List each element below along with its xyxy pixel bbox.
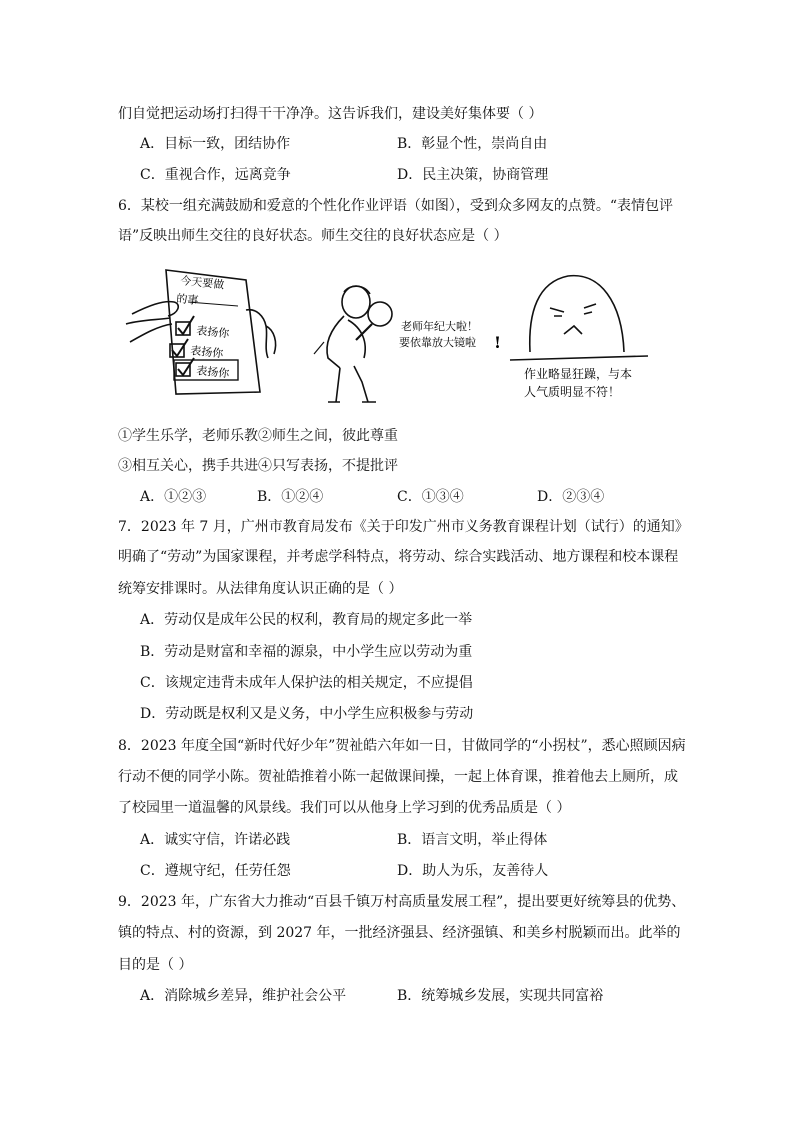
q8-option-b: B．语言文明，举止得体 — [397, 832, 548, 848]
emoji-body — [530, 276, 624, 352]
q9-option-a: A．消除城乡差异，维护社会公平 — [140, 988, 347, 1004]
q5-stem: 们自觉把运动场打扫得干干净净。这告诉我们，建设美好集体要（ ） — [118, 106, 543, 122]
paper-title-2: 的事 — [175, 292, 199, 308]
q7-stem-line3: 统筹安排课时。从法律角度认识正确的是（ ） — [118, 581, 403, 597]
q7-option-b: B．劳动是财富和幸福的源泉，中小学生应以劳动为重 — [140, 644, 473, 660]
check-label-3: 表扬你 — [195, 364, 230, 381]
q9-stem-line1: 9．2023 年，广东省大力推动“百县千镇万村高质量发展工程”，提出要更好统筹县的优势、 — [118, 894, 686, 910]
paper-title-1: 今天要做 — [179, 274, 225, 292]
emoji-mouth — [564, 326, 582, 334]
teacher-legs — [336, 366, 368, 402]
q5-option-a: A．目标一致，团结协作 — [140, 136, 291, 152]
caption-line-1: 作业略显狂躁，与本 — [524, 367, 633, 381]
q6-stem-line2: 语”反映出师生交往的良好状态。师生交往的良好状态应是（ ） — [118, 228, 508, 244]
caption-line-2: 人气质明显不符！ — [524, 385, 621, 399]
teacher-with-magnifier-drawing — [314, 286, 392, 402]
check-label-2: 表扬你 — [189, 344, 224, 361]
magnifier-lens — [368, 302, 392, 326]
q6-option-a: A．①②③ — [140, 489, 207, 505]
teacher-head — [342, 286, 370, 318]
ground-line — [510, 356, 648, 360]
q7-option-c: C．该规定违背未成年人保护法的相关规定，不应提倡 — [140, 675, 473, 691]
q6-option-c: C．①③④ — [397, 489, 464, 505]
q6-figure-svg — [118, 262, 678, 412]
q6-option-b: B．①②④ — [257, 489, 324, 505]
q8-option-c: C．遵规守纪，任劳任怨 — [140, 863, 291, 879]
q8-stem-line1: 8．2023 年度全国“新时代好少年”贺祉皓六年如一日，甘做同学的“小拐杖”，悉心照顾因病 — [118, 738, 686, 754]
q8-stem-line3: 了校园里一道温馨的风景线。我们可以从他身上学习到的优秀品质是（ ） — [118, 800, 571, 816]
exclaim-mark: ! — [494, 333, 502, 352]
q8-option-d: D．助人为乐，友善待人 — [397, 863, 549, 879]
speech-line-1: 老师年纪大啦！ — [401, 320, 478, 333]
q6-items-line1: ①学生乐学，老师乐教②师生之间，彼此尊重 — [118, 428, 398, 444]
q7-option-d: D．劳动既是权利又是义务，中小学生应积极参与劳动 — [140, 706, 474, 722]
q6-items-line2: ③相互关心，携手共进④只写表扬，不提批评 — [118, 458, 398, 474]
q7-stem-line1: 7．2023 年 7 月，广州市教育局发布《关于印发广州市义务教育课程计划（试行）的通知》 — [118, 519, 689, 535]
q7-stem-line2: 明确了“劳动”为国家课程，并考虑学科特点，将劳动、综合实践活动、地方课程和校本课程 — [118, 549, 679, 565]
q9-stem-line2: 镇的特点、村的资源，到 2027 年，一批经济强县、经济强镇、和美乡村脱颖而出。此举的 — [118, 925, 681, 941]
q8-stem-line2: 行动不便的同学小陈。贺祉皓推着小陈一起做课间操，一起上体育课，推着他去上厕所，成 — [118, 769, 678, 785]
q8-option-a: A．诚实守信，许诺必践 — [140, 832, 291, 848]
q9-option-b: B．统筹城乡发展，实现共同富裕 — [397, 988, 604, 1004]
check-label-1: 表扬你 — [195, 324, 230, 341]
q6-stem-line1: 6．某校一组充满鼓励和爱意的个性化作业评语（如图），受到众多网友的点赞。“表情包评 — [118, 198, 674, 214]
q5-option-d: D．民主决策，协商管理 — [397, 167, 549, 183]
q6-figure — [118, 262, 678, 412]
q5-option-c: C．重视合作，远离竞争 — [140, 167, 291, 183]
q6-option-d: D．②③④ — [537, 489, 605, 505]
emoji-face-drawing — [510, 276, 648, 360]
q7-option-a: A．劳动仅是成年公民的权利，教育局的规定多此一举 — [140, 612, 473, 628]
q5-option-b: B．彰显个性，崇尚自由 — [397, 136, 548, 152]
q9-stem-line3: 目的是（ ） — [118, 957, 193, 973]
speech-line-2: 要依靠放大镜啦 — [399, 336, 476, 349]
teacher-body — [327, 316, 344, 368]
